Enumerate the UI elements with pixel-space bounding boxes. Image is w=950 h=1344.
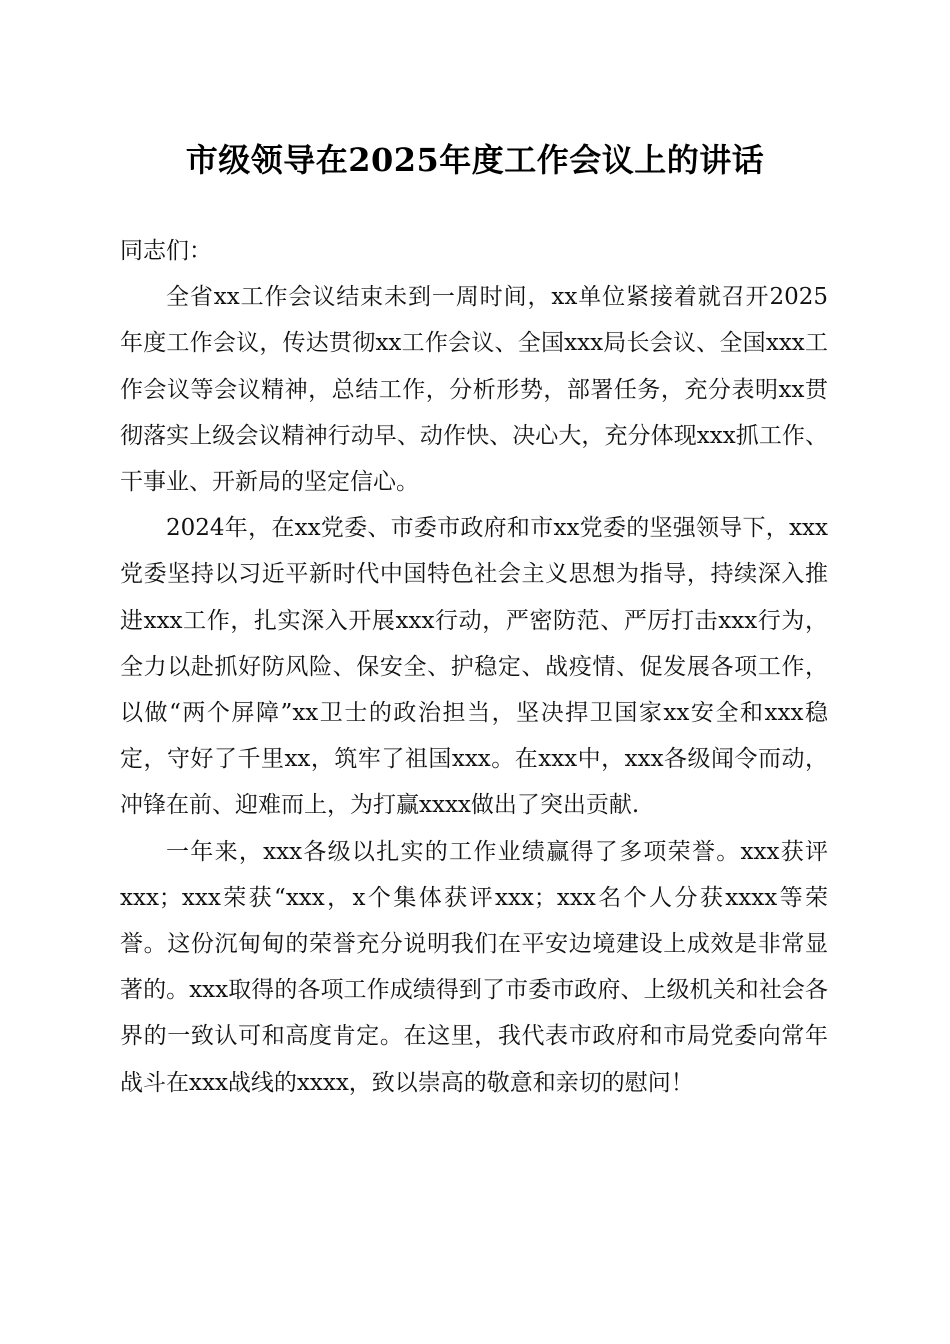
paragraph-2: 2024年，在xx党委、市委市政府和市xx党委的坚强领导下，xxx党委坚持以习近平新时代中国特色社会主义思想为指导，持续深入推进xxx工作，扎实深入开展xxx行动，严密防范、严厉打击xxx行为，全力以赴抓好防风险、保安全、护稳定、战疫情、促发展各项工作，以做“两个屏障”xx卫士的政治担当，坚决捍卫国家xx安全和xxx稳定，守好了千里xx，筑牢了祖国xxx。在xxx中，xxx各级闻令而动，冲锋在前、迎难而上，为打赢xxxx做出了突出贡献.: [120, 515, 828, 819]
paragraph-3: 一年来，xxx各级以扎实的工作业绩赢得了多项荣誉。xxx获评xxx；xxx荣获“xxx，x个集体获评xxx；xxx名个人分获xxxx等荣誉。这份沉甸甸的荣誉充分说明我们在平安边境建设上成效是非常显著的。xxx取得的各项工作成绩得到了市委市政府、上级机关和社会各界的一致认可和高度肯定。在这里，我代表市政府和市局党委向常年战斗在xxx战线的xxxx，致以崇高的敬意和亲切的慰问！: [120, 838, 828, 1096]
document-title: 市级领导在2025年度工作会议上的讲话: [185, 141, 765, 179]
document-body: [120, 228, 828, 1106]
salutation: 同志们：: [120, 238, 212, 264]
paragraph-1: 全省xx工作会议结束未到一周时间，xx单位紧接着就召开2025年度工作会议，传达贯彻xx工作会议、全国xxx局长会议、全国xxx工作会议等会议精神，总结工作，分析形势，部署任务，充分表明xx贯彻落实上级会议精神行动早、动作快、决心大，充分体现xxx抓工作、干事业、开新局的坚定信心。: [120, 284, 828, 496]
